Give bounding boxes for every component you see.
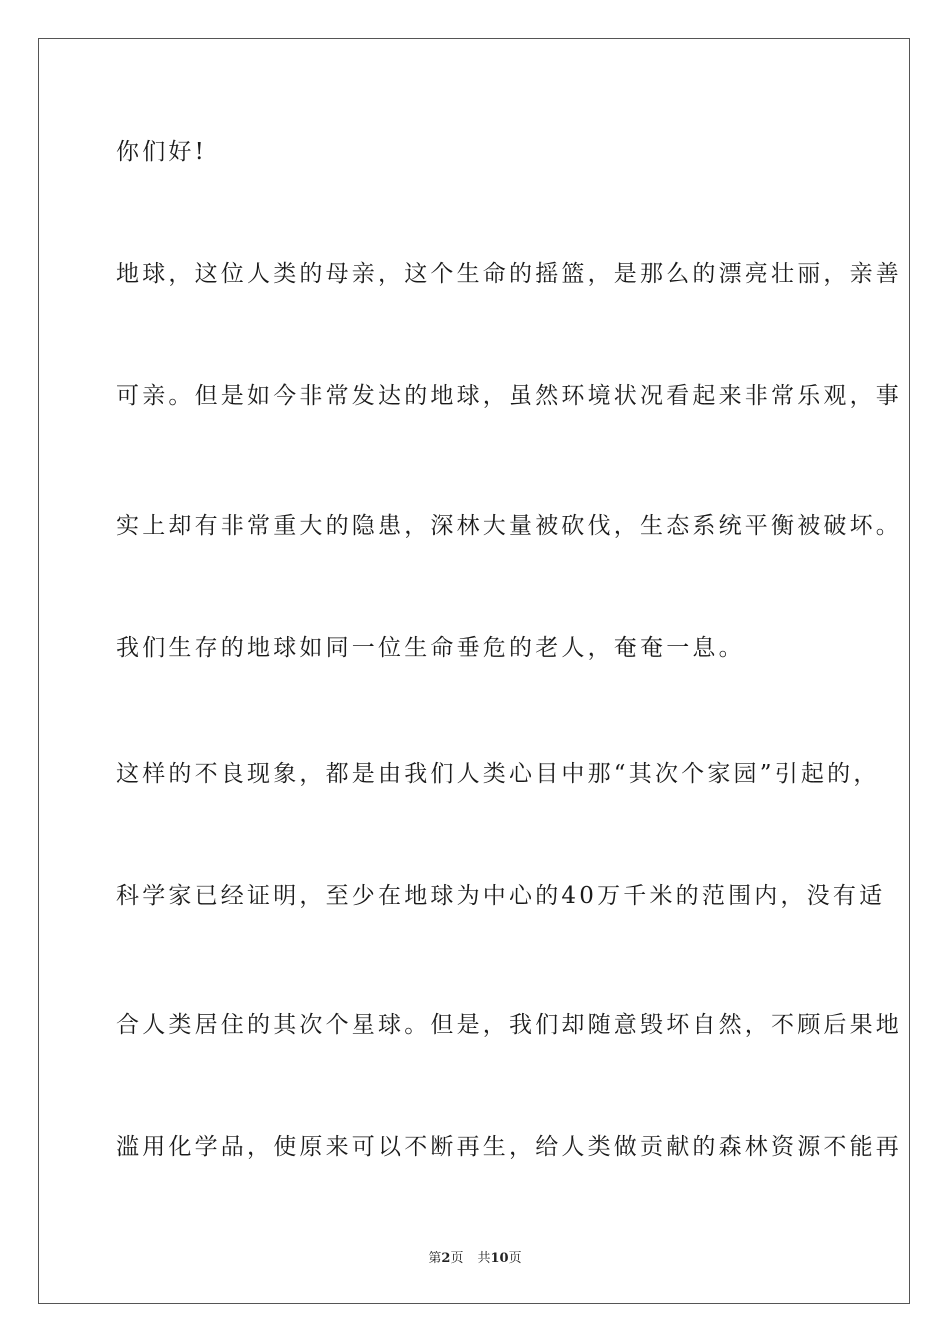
text-line: 可亲。但是如今非常发达的地球，虽然环境状况看起来非常乐观，事 [116,383,902,409]
total-prefix: 共 [477,1251,491,1266]
text-line: 我们生存的地球如同一位生命垂危的老人，奄奄一息。 [116,635,745,661]
page-suffix: 页 [450,1251,464,1266]
greeting-line: 你们好! [116,139,208,165]
text-line: 合人类居住的其次个星球。但是，我们却随意毁坏自然，不顾后果地 [116,1012,902,1038]
text-line: 科学家已经证明，至少在地球为中心的40万千米的范围内，没有适 [116,883,886,909]
text-line: 实上却有非常重大的隐患，深林大量被砍伐，生态系统平衡被破坏。 [116,513,902,539]
total-suffix: 页 [508,1251,522,1266]
page-footer [0,1247,950,1266]
page-number: 2 [441,1251,451,1266]
text-line: 这样的不良现象，都是由我们人类心目中那“其次个家园”引起的， [116,761,880,787]
text-line: 滥用化学品，使原来可以不断再生，给人类做贡献的森林资源不能再 [116,1134,902,1160]
page-prefix: 第 [428,1251,442,1266]
total-pages-indicator [477,1251,521,1266]
page-indicator [428,1251,463,1266]
page-border [38,38,910,1304]
text-line: 地球，这位人类的母亲，这个生命的摇篮，是那么的漂亮壮丽，亲善 [116,261,902,287]
total-pages: 10 [490,1251,509,1266]
